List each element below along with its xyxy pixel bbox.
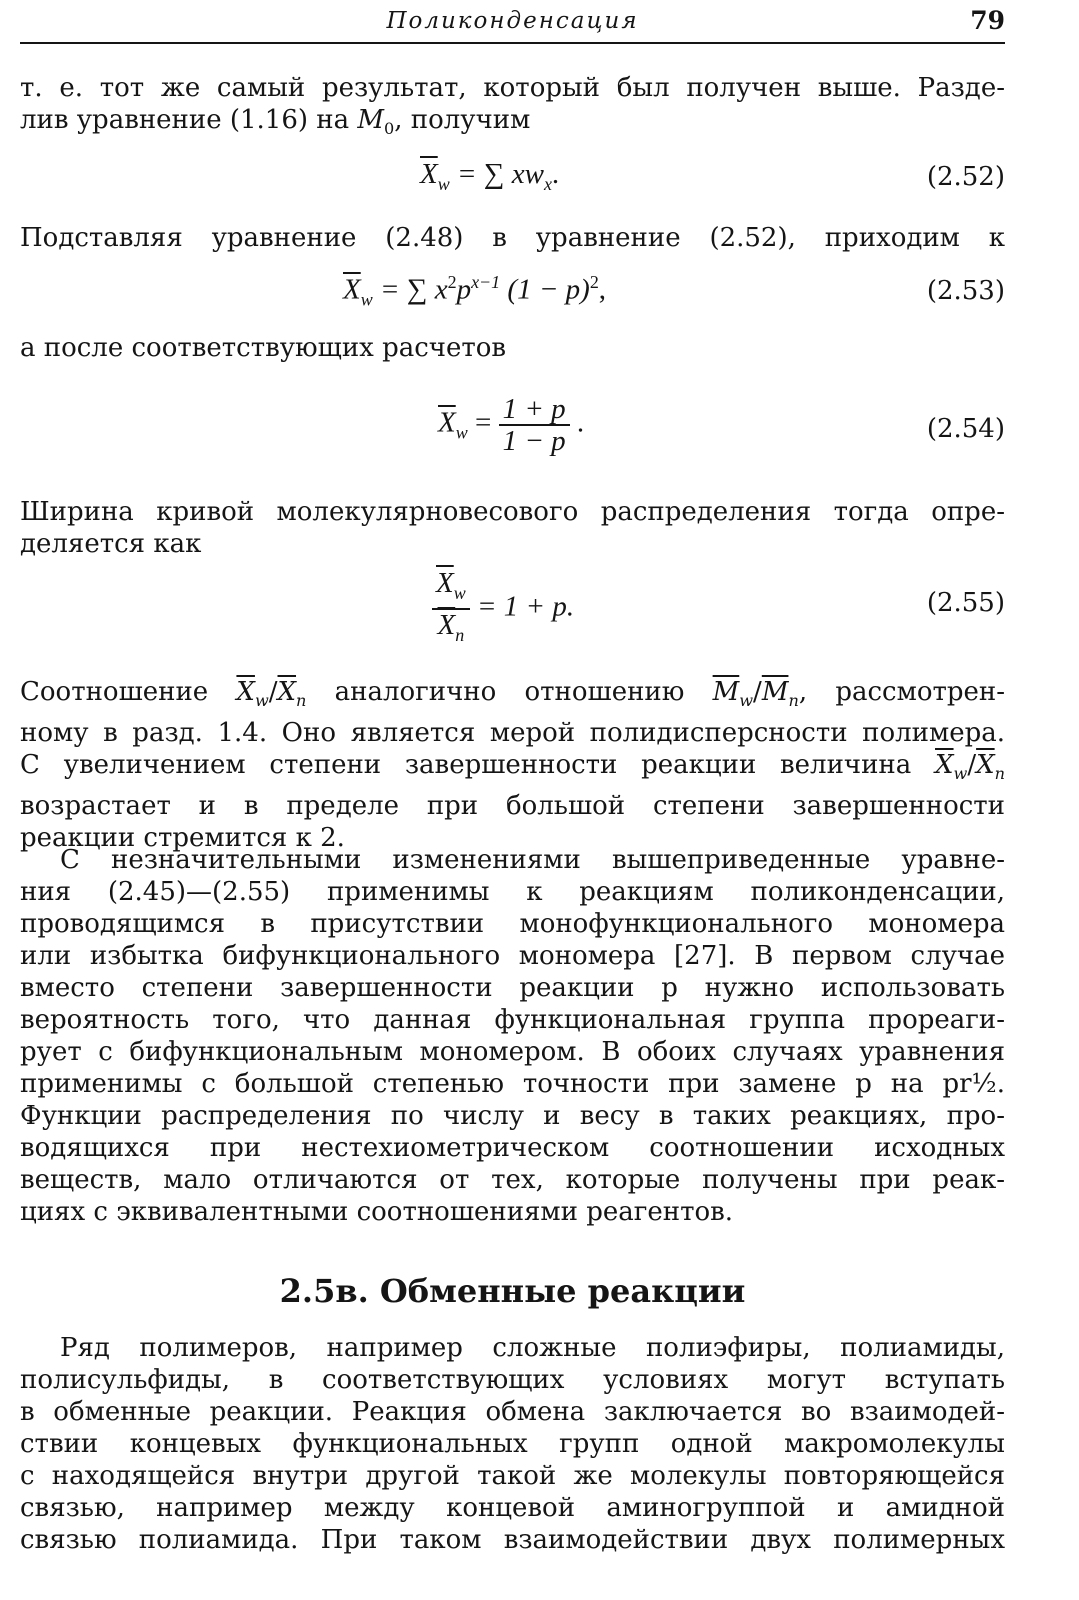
math-X: $\overline{X}$ [343, 273, 361, 306]
math-X: $\overline{X}$ [935, 750, 954, 781]
math-X: $\overline{X}$ [236, 677, 255, 707]
text-line: Функции распределения по числу и весу в таких реакциях, про- [20, 1101, 1005, 1131]
equation-formula [432, 568, 574, 650]
text-line [20, 749, 1005, 790]
fraction-denominator [432, 610, 470, 650]
equation-formula [343, 272, 606, 310]
math-tail: . [569, 406, 585, 439]
math-M0: M [357, 105, 385, 135]
fraction-numerator [432, 568, 470, 610]
math-subscript: 0 [384, 119, 395, 139]
paragraph-7 [20, 1332, 1005, 1556]
math-subscript: w [360, 289, 373, 310]
text-line: деляется как [20, 529, 202, 559]
running-head [20, 4, 1005, 40]
text-line: применимы с большой степенью точности при замене p на pr½. [20, 1069, 1005, 1099]
math-end: , [598, 273, 607, 306]
text-line: вместо степени завершенности реакции p нужно использовать [20, 973, 1005, 1003]
text-line: полисульфиды, в соответствующих условиях могут вступать [20, 1365, 1005, 1395]
text-line: С незначительными изменениями вышеприведенные уравне- [60, 845, 1005, 875]
text-fragment: , получим [394, 105, 531, 135]
text-line: Ряд полимеров, например сложные полиэфиры, полиамиды, [60, 1333, 1005, 1363]
text-fragment: Соотношение [20, 677, 237, 707]
text-line: ния (2.45)—(2.55) применимы к реакциям поликонденсации, [20, 877, 1005, 907]
text-line: водящихся при нестехиометрическом соотношении исходных [20, 1133, 1005, 1163]
fraction-numerator: 1 + p [499, 394, 570, 426]
fraction-denominator: 1 − p [502, 425, 566, 457]
paragraph-6 [20, 844, 1005, 1228]
text-fragment: лив уравнение (1.16) на [20, 105, 358, 135]
text-line: проводящимся в присутствии монофункционального мономера [20, 909, 1005, 939]
text-line: циях с эквивалентными соотношениями реагентов. [20, 1197, 734, 1227]
running-title: Поликонденсация [386, 8, 639, 34]
math-subscript: n [994, 764, 1005, 784]
header-rule [20, 42, 1005, 44]
math-tail: . [551, 158, 560, 190]
math-fraction [432, 568, 470, 650]
equation-2-55 [20, 567, 1005, 645]
paragraph-4 [20, 496, 1005, 560]
math-rhs: = ∑ xw [449, 158, 544, 190]
math-subscript: x [543, 173, 552, 194]
paragraph-1 [20, 72, 1005, 145]
math-M: $\overline{M}$ [712, 677, 740, 707]
text-line: т. е. тот же самый результат, который был получен выше. Разде- [20, 73, 1005, 103]
text-line: Подставляя уравнение (2.48) в уравнение (2.52), приходим к [20, 223, 1005, 253]
text-line: а после соответствующих расчетов [20, 333, 507, 363]
math-X: $\overline{X}$ [976, 750, 995, 781]
text-line: с находящейся внутри другой такой же молекулы повторяющейся [20, 1461, 1005, 1491]
equation-number: (2.54) [926, 414, 1005, 444]
math-subscript: w [739, 691, 754, 711]
math-slash: / [753, 677, 762, 707]
text-line [20, 676, 1005, 717]
page-number: 79 [970, 6, 1005, 35]
math-subscript: n [455, 624, 465, 645]
math-subscript: w [953, 764, 968, 784]
section-heading: 2.5в. Обменные реакции [279, 1272, 746, 1310]
equation-2-53 [20, 262, 1005, 322]
math-subscript: w [437, 173, 450, 194]
text-fragment: аналогично отношению [306, 677, 713, 707]
text-line: в обменные реакции. Реакция обмена заключается во взаимодей- [20, 1397, 1005, 1427]
text-line [20, 104, 1005, 145]
math-X: $\overline{X}$ [277, 677, 297, 707]
math-superscript: 2 [589, 272, 599, 292]
equation-2-52 [20, 150, 1005, 210]
paragraph-5 [20, 676, 1005, 854]
text-line: связью полиамида. При таком взаимодействии двух полимерных [20, 1525, 1005, 1555]
equation-number: (2.52) [926, 162, 1005, 192]
text-fragment: С увеличением степени завершенности реакции величина [20, 750, 936, 781]
paragraph-3 [20, 332, 1005, 364]
equation-2-54 [20, 394, 1005, 468]
math-X: $\overline{X}$ [420, 158, 438, 190]
text-line: связью, например между концевой аминогруппой и амидной [20, 1493, 1005, 1523]
math-eq: = [467, 406, 499, 439]
equation-formula [420, 158, 559, 195]
text-line: ному в разд. 1.4. Оно является мерой полидисперсности полимера. [20, 718, 1005, 749]
math-rhs: = 1 + p. [469, 590, 575, 623]
math-subscript: n [788, 691, 799, 711]
math-superscript: x−1 [471, 272, 501, 292]
text-line: рует с бифункциональным мономером. В обоих случаях уравнения [20, 1037, 1005, 1067]
text-line: возрастает и в пределе при большой степени завершенности [20, 791, 1005, 822]
math-subscript: w [453, 582, 466, 603]
text-line: вероятность того, что данная функциональная группа прореаги- [20, 1005, 1005, 1035]
text-line: Ширина кривой молекулярновесового распределения тогда опре- [20, 497, 1005, 527]
math-rhs: = ∑ x [372, 273, 448, 306]
math-superscript: 2 [447, 272, 457, 292]
math-slash: / [268, 677, 278, 707]
math-slash: / [967, 750, 977, 781]
equation-number: (2.53) [926, 276, 1005, 306]
text-line: ствии концевых функциональных групп одной макромолекулы [20, 1429, 1005, 1459]
math-X: $\overline{X}$ [436, 567, 454, 599]
text-line: веществ, мало отличаются от тех, которые получены при реак- [20, 1165, 1005, 1195]
math-p: p [456, 273, 472, 306]
math-X: $\overline{X}$ [438, 406, 456, 439]
text-line: реакции стремится к 2. [20, 823, 345, 854]
math-M: $\overline{M}$ [761, 677, 789, 707]
math-tail: (1 − p) [500, 273, 590, 306]
paragraph-2 [20, 222, 1005, 254]
math-subscript: w [254, 691, 269, 711]
equation-formula [438, 394, 584, 456]
equation-number: (2.55) [926, 588, 1005, 618]
page [20, 0, 1005, 1600]
text-fragment: , рассмотрен- [798, 677, 1006, 707]
math-X: $\overline{X}$ [437, 608, 456, 641]
math-fraction [499, 394, 570, 456]
math-subscript: w [455, 422, 468, 443]
text-line: или избытка бифункционального мономера [27]. В первом случае [20, 941, 1005, 971]
math-subscript: n [296, 691, 307, 711]
